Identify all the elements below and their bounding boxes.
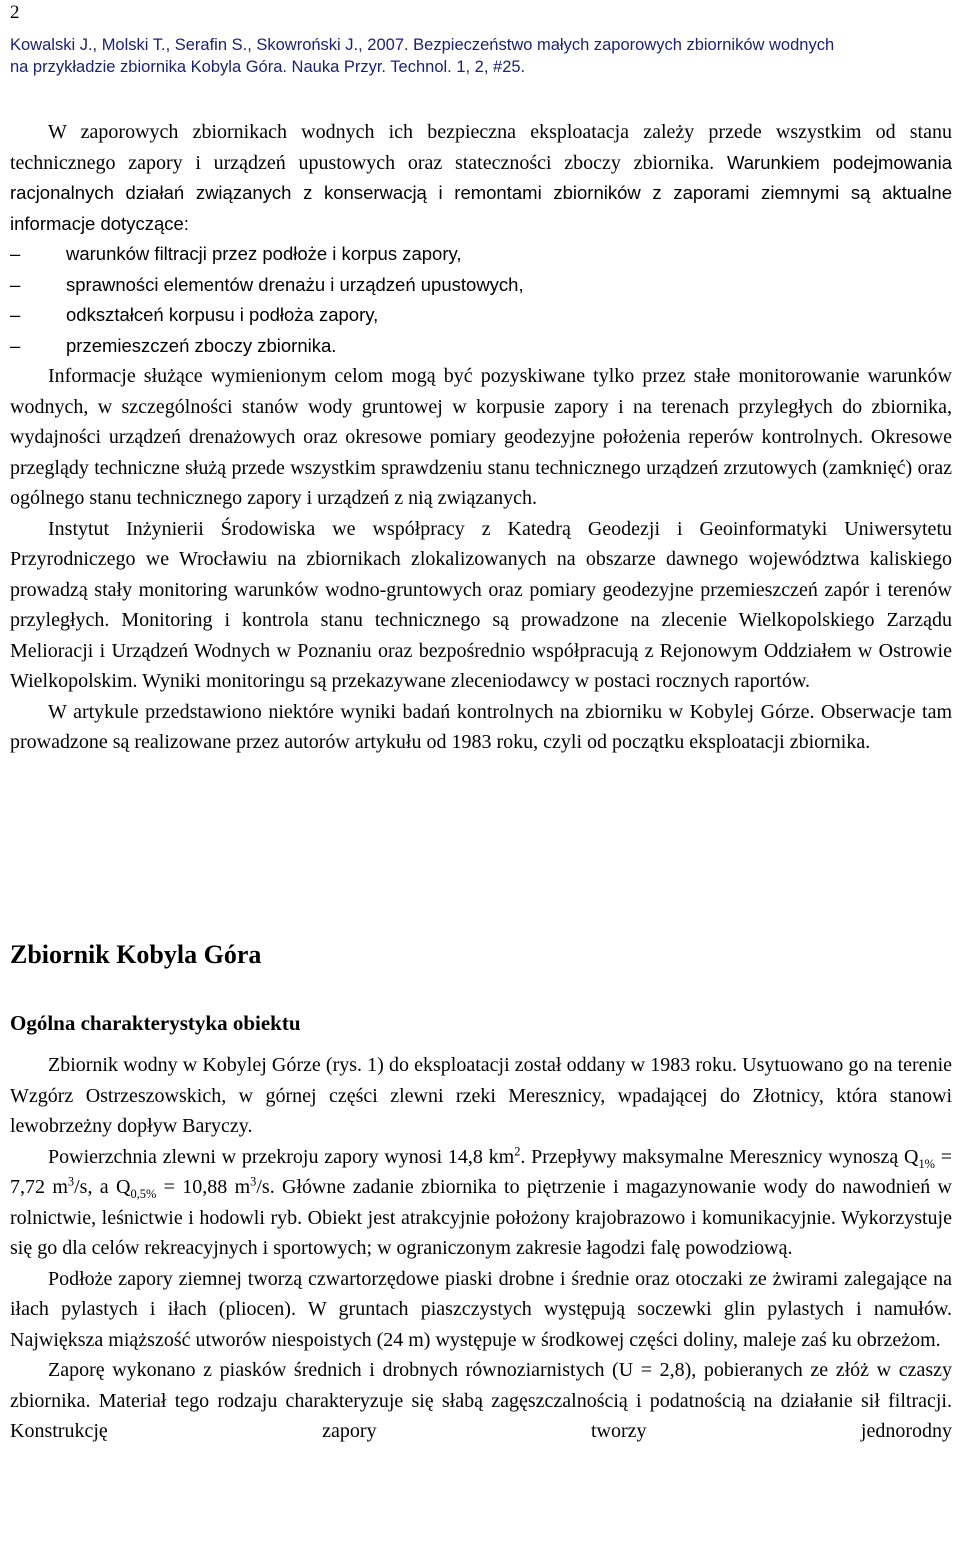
citation-line: na przykładzie zbiornika Kobyla Góra. Nauka Przyr. Technol. 1, 2, #25. bbox=[10, 58, 526, 76]
intro-text-sans: Warunkiem podejmowania racjonalnych działań związanych z konserwacją i remontami zbiorników z zaporami ziemnymi są aktualne informacje dotyczące: bbox=[10, 151, 952, 234]
citation bbox=[10, 34, 952, 78]
text-run: . Przepływy maksymalne Meresznicy wynoszą Q bbox=[520, 1145, 919, 1168]
intro-paragraph-3: Instytut Inżynierii Środowiska we współpracy z Katedrą Geodezji i Geoinformatyki Uniwersytetu Przyrodniczego we Wrocławiu na zbiornikach zlokalizowanych na obszarze dawnego województwa kaliskiego prowadzą stały monitoring warunków wodno-gruntowych oraz pomiary geodezyjne przemieszczeń zapór i terenów przyległych. Monitoring i kontrola stanu technicznego są prowadzone na zlecenie Wielkopolskiego Zarządu Melioracji i Urządzeń Wodnych w Poznaniu oraz bezpośrednio współpracują z Rejonowym Oddziałem w Ostrowie Wielkopolskim. Wyniki monitoringu są przekazywane zleceniodawcy w postaci rocznych raportów. bbox=[10, 517, 952, 692]
superscript: 2 bbox=[514, 1143, 521, 1158]
description-paragraph-3: Podłoże zapory ziemnej tworzą czwartorzędowe piaski drobne i średnie oraz otoczaki ze żwirami zalegające na iłach pylastych i iłach (pliocen). W gruntach piaszczystych występują soczewki glin pylastych i namułów. Największa miąższość utworów niespoistych (24 m) występuje w środkowej części doliny, maleje zaś ku obrzeżom. bbox=[10, 1267, 952, 1351]
requirements-list bbox=[10, 239, 952, 361]
text-run: /s, a Q bbox=[74, 1176, 131, 1198]
citation-line: Kowalski J., Molski T., Serafin S., Skowroński J., 2007. Bezpieczeństwo małych zaporowych zbiorników wodnych bbox=[10, 36, 835, 54]
intro-paragraph-4: W artykule przedstawiono niektóre wyniki badań kontrolnych na zbiorniku w Kobylej Górze. Obserwacje tam prowadzone są realizowane przez autorów artykułu od 1983 roku, czyli od początku eksploatacji zbiornika. bbox=[10, 700, 952, 753]
description-paragraph-2 bbox=[10, 1142, 952, 1264]
section-heading: Zbiornik Kobyla Góra bbox=[10, 940, 262, 969]
intro-paragraph-1 bbox=[10, 117, 952, 239]
subscript: 0,5% bbox=[130, 1187, 157, 1201]
intro-text-serif: W zaporowych zbiornikach wodnych ich bezpieczna eksploatacja zależy przede wszystkim od stanu technicznego zapory i urządzeń upustowych oraz stateczności zboczy zbiornika. bbox=[10, 121, 952, 174]
superscript: 3 bbox=[250, 1174, 257, 1189]
list-item: – warunków filtracji przez podłoże i korpus zapory, bbox=[10, 239, 952, 270]
description-paragraph-1: Zbiornik wodny w Kobylej Górze (rys. 1) do eksploatacji został oddany w 1983 roku. Usytuowano go na terenie Wzgórz Ostrzeszowskich, w górnej części zlewni rzeki Meresznicy, wpadającej do Złotnicy, która stanowi lewobrzeżny dopływ Baryczy. bbox=[10, 1054, 952, 1137]
page-number: 2 bbox=[10, 2, 20, 23]
superscript: 3 bbox=[67, 1174, 75, 1189]
description-paragraph-4: Zaporę wykonano z piasków średnich i drobnych równoziarnistych (U = 2,8), pobieranych ze złóż w czaszy zbiornika. Materiał tego rodzaju charakteryzuje się słabą zagęszczalnością i podatnością na działanie sił filtracji. Konstrukcję zapory tworzy jednorodny bbox=[10, 1359, 952, 1442]
text-run: /s. Główne zadanie zbiornika to piętrzenie i magazynowanie wody do nawodnień w rolnictwie, leśnictwie i hodowli ryb. Obiekt jest atrakcyjnie położony krajobrazowo i komunikacyjnie. Wykorzystuje się go dla celów rekreacyjnych i sportowych; w ograniczonym zakresie łagodzi falę powodziową. bbox=[10, 1176, 952, 1259]
subsection-heading: Ogólna charakterystyka obiektu bbox=[10, 1011, 301, 1035]
subscript: 1% bbox=[918, 1156, 935, 1171]
text-run: Powierzchnia zlewni w przekroju zapory wynosi 14,8 km bbox=[48, 1145, 515, 1168]
list-item: – odkształceń korpusu i podłoża zapory, bbox=[10, 300, 952, 331]
intro-paragraph-2: Informacje służące wymienionym celom mogą być pozyskiwane tylko przez stałe monitorowanie warunków wodnych, w szczególności stanów wody gruntowej w korpusie zapory i na terenach przyległych do zbiornika, wydajności urządzeń drenażowych oraz okresowe pomiary geodezyjne położenia reperów kontrolnych. Okresowe przeglądy techniczne służą przede wszystkim sprawdzeniu stanu technicznego urządzeń zrzutowych (zamknięć) oraz ogólnego stanu technicznego zapory i urządzeń z nią związanych. bbox=[10, 365, 952, 509]
text-run: = 7,72 m bbox=[10, 1145, 952, 1198]
list-item: – przemieszczeń zboczy zbiornika. bbox=[10, 331, 952, 362]
object-description-section bbox=[10, 1050, 952, 1447]
list-item: – sprawności elementów drenażu i urządzeń upustowych, bbox=[10, 270, 952, 301]
text-run: = 10,88 m bbox=[156, 1176, 251, 1198]
intro-section bbox=[10, 117, 952, 758]
